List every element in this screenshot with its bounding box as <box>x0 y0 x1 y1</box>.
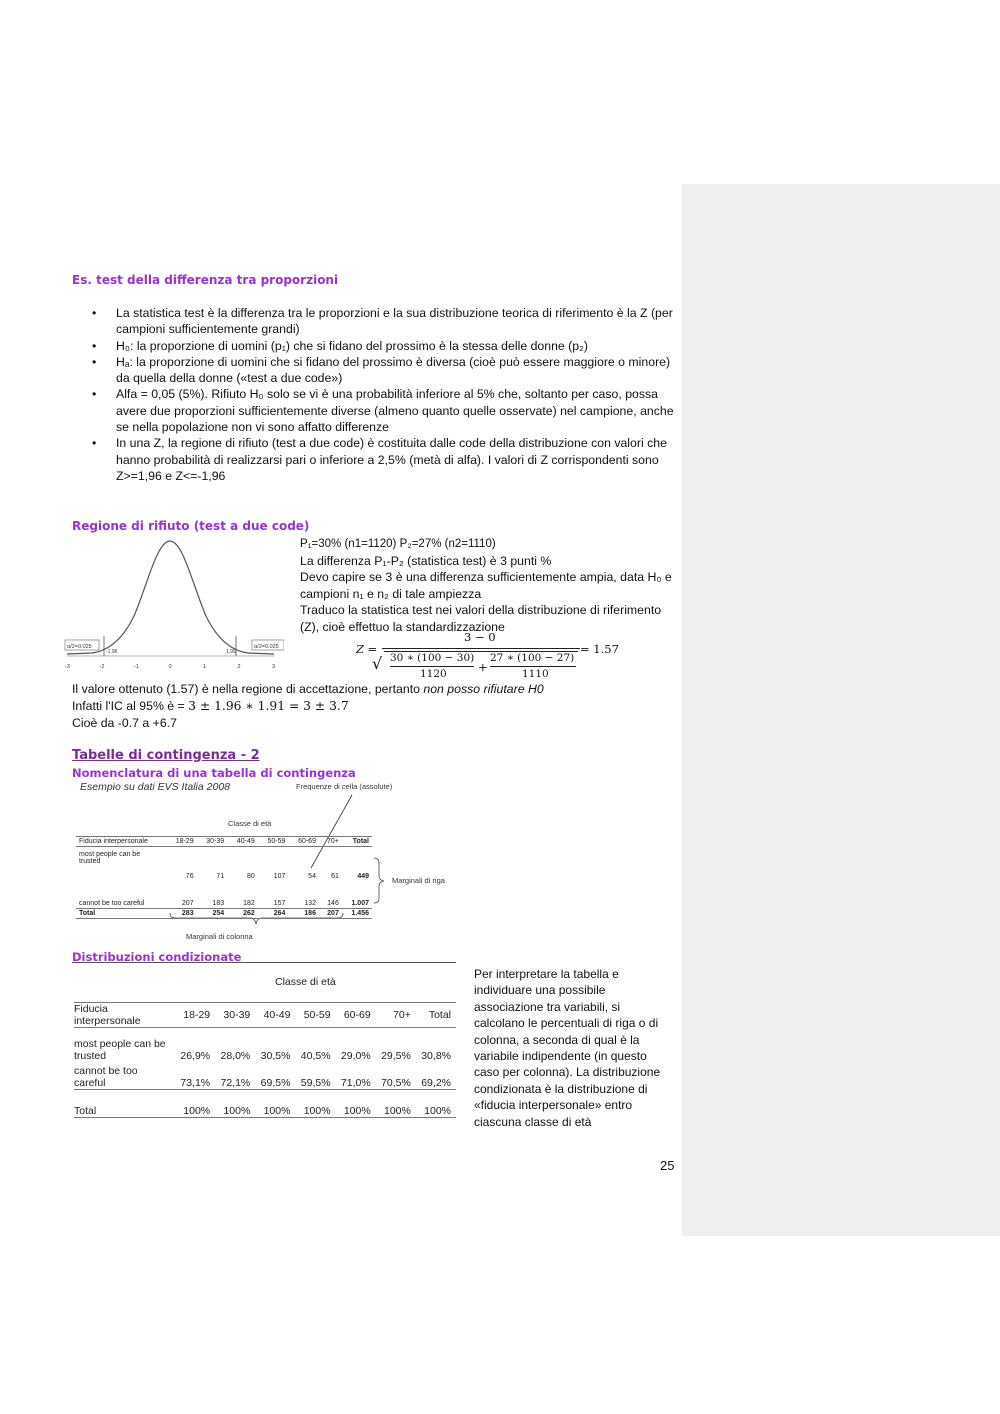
row-label: most people can be trusted <box>74 1037 166 1062</box>
table-cell: 30,5% <box>260 1049 291 1062</box>
bullet-text: La statistica test è la differenza tra le proporzioni e la sua distribuzione teorica di riferimento è la Z (per campioni sufficientemente grandi) <box>116 306 673 337</box>
table-cell: 182 <box>243 900 255 907</box>
column-header: 50-59 <box>267 838 286 845</box>
row-marginal-label: Marginali di riga <box>392 876 445 885</box>
term1-numerator: 30 ∗ (100 − 30) <box>390 652 475 664</box>
column-header: 60-69 <box>298 838 316 845</box>
left-alpha-label: α/2=0.025 <box>67 644 92 650</box>
standardization-line: Traduco la statistica test nei valori della distribuzione di riferimento (Z), cioè effettuo la standardizzazione <box>300 603 662 634</box>
age-class-header: Classe di età <box>228 819 272 828</box>
table-row <box>74 1028 456 1062</box>
table-cell: 30,8% <box>421 1049 451 1062</box>
table-cell: 100% <box>383 1105 411 1117</box>
table-cell: 54 <box>308 872 316 880</box>
table-cell: 29,0% <box>340 1049 371 1062</box>
axis-tick-label: -1 <box>134 664 139 670</box>
table-cell: 80 <box>246 872 255 880</box>
cell-frequency-callout: Frequenze di cella (assolute) <box>296 782 393 791</box>
row-label: Total <box>79 910 96 917</box>
column-header: 70+ <box>393 1009 411 1021</box>
row-marginal-brace <box>374 858 384 903</box>
col-marginal-label: Marginali di colonna <box>186 932 253 941</box>
axis-tick-label: -2 <box>99 664 105 670</box>
figure-caption: Esempio su dati EVS Italia 2008 <box>80 781 231 793</box>
table-cell: 100% <box>263 1105 291 1117</box>
contingency-table <box>76 836 372 919</box>
conditional-table <box>74 1002 456 1118</box>
table-cell: 207 <box>181 900 194 907</box>
proportions-line: P₁=30% (n1=1120) P₂=27% (n2=1110) <box>300 538 496 550</box>
table-cell: 449 <box>357 872 369 880</box>
table-cell: 157 <box>273 900 286 907</box>
column-header: Total <box>428 1009 451 1021</box>
table-cell: 29,5% <box>381 1049 411 1062</box>
sqrt-symbol: √ <box>372 654 383 673</box>
list-item: • Hₐ: la proporzione di uomini che si fidano del prossimo è diversa (cioè può essere maggiore o minore) da quella della donne («test a due code») <box>92 354 671 386</box>
list-item: • La statistica test è la differenza tra le proporzioni e la sua distribuzione teorica di riferimento è la Z (per campioni sufficientemente grandi) <box>92 306 673 337</box>
table-row <box>74 1062 456 1090</box>
term2-numerator: 27 ∗ (100 − 27) <box>490 652 575 664</box>
table-cell: 1.007 <box>351 900 369 907</box>
column-header: 18-29 <box>183 1009 211 1021</box>
conditional-distribution-title: Distribuzioni condizionate <box>72 950 242 964</box>
table-cell: 146 <box>327 900 339 907</box>
table-cell: 28,0% <box>220 1049 251 1062</box>
table-cell: 72,1% <box>220 1077 251 1089</box>
table-cell: 132 <box>304 900 316 907</box>
formula-lhs: Z = <box>356 642 378 656</box>
axis-tick-label: -3 <box>65 664 70 670</box>
table-cell: 100% <box>183 1105 211 1117</box>
table-cell: 71,0% <box>340 1077 371 1089</box>
table-cell: 100% <box>343 1105 371 1117</box>
list-item: • H₀: la proporzione di uomini (p₁) che si fidano del prossimo è la stessa delle donne (p₂) <box>92 338 588 353</box>
table-cell: 26,9% <box>180 1049 211 1062</box>
table-row <box>76 881 372 909</box>
plus-sign: + <box>478 660 488 674</box>
axis-tick-label: 2 <box>237 664 241 670</box>
table-cell: 100% <box>223 1105 251 1117</box>
list-item: • In una Z, la regione di rifiuto (test a due code) è costituita dalle code della distribuzione con valori che hanno probabilità di realizzarsi pari o inferiore a 2,5% (metà di alfa). I valori di Z corrispondenti sono Z>=1,96 e Z<=-1,96 <box>92 436 667 483</box>
difference-line: La differenza P₁-P₂ (statistica test) è 3 punti % <box>300 553 552 568</box>
bullet-text: Hₐ: la proporzione di uomini che si fidano del prossimo è diversa (cioè può essere maggiore o minore) da quella della donne («test a due code») <box>116 354 671 386</box>
axis-tick-label: 3 <box>272 664 276 670</box>
table-total-row <box>74 1090 456 1118</box>
range-line: Cioè da -0.7 a +6.7 <box>72 716 177 730</box>
column-header: 70+ <box>326 838 339 845</box>
table-cell: 107 <box>273 872 286 880</box>
table-cell: 71 <box>216 872 225 880</box>
table-header-row <box>74 1003 456 1028</box>
row-label: cannot be too careful <box>74 1065 138 1089</box>
table-cell: 262 <box>243 910 255 917</box>
table-cell: 264 <box>273 910 286 917</box>
table-cell: 69,2% <box>421 1077 451 1089</box>
term1-denominator: 1120 <box>420 668 447 680</box>
formula-result: = 1.57 <box>580 642 619 656</box>
ic-text: Infatti l'IC al 95% è = <box>72 699 189 713</box>
section-title-rejection-region: Regione di rifiuto (test a due code) <box>72 519 310 533</box>
conclusion-text: Il valore ottenuto (1.57) è nella regione di accettazione, pertanto <box>72 682 424 696</box>
ic-formula: 3 ± 1.96 ∗ 1.91 = 3 ± 3.7 <box>188 699 349 713</box>
bullet-text: H₀: la proporzione di uomini (p₁) che si fidano del prossimo è la stessa delle donne (p₂) <box>116 338 588 353</box>
table-cell: 59,5% <box>300 1077 331 1089</box>
right-alpha-label: α/2=0.025 <box>254 644 279 650</box>
column-header: 30-39 <box>223 1009 251 1021</box>
table-cell: 76 <box>185 872 194 880</box>
question-line: Devo capire se 3 è una differenza sufficientemente ampia, data H₀ e campioni n₁ e n₂ di tale ampiezza <box>300 570 672 601</box>
axis-tick-label: 1 <box>203 664 207 670</box>
table-cell: 40,5% <box>300 1049 331 1062</box>
column-header: 18-29 <box>175 838 194 845</box>
table-header-row <box>76 837 372 847</box>
age-class-header-2: Classe di età <box>275 976 336 988</box>
title-rule <box>72 962 456 963</box>
left-critical-label: -1.96 <box>106 649 118 655</box>
table-cell: 73,1% <box>180 1077 211 1089</box>
column-header: 40-49 <box>263 1009 291 1021</box>
nomenclature-subtitle: Nomenclatura di una tabella di contingenza <box>72 766 356 780</box>
bullet-text: In una Z, la regione di rifiuto (test a due code) è costituita dalle code della distribuzione con valori che hanno probabilità di realizzarsi pari o inferiore a 2,5% (metà di alfa). I valori di Z corrispondenti sono Z>=1,96 e Z<=-1,96 <box>116 436 667 483</box>
conclusion-italic: non posso rifiutare H0 <box>423 682 544 696</box>
table-cell: 1.456 <box>351 910 369 917</box>
list-item: • Alfa = 0,05 (5%). Rifiuto H₀ solo se vi è una probabilità inferiore al 5% che, soltanto per caso, possa avere due proporzioni sufficientemente diverse (almeno quanto quelle osservate) nel campione, anche se nella popolazione non vi sono affatto differenze <box>92 387 674 435</box>
bullet-text: Alfa = 0,05 (5%). Rifiuto H₀ solo se vi è una probabilità inferiore al 5% che, soltanto per caso, possa avere due proporzioni sufficientemente diverse (almeno quanto quelle osservate) nel campione, anche se nella popolazione non vi sono affatto differenze <box>116 387 674 435</box>
table-row <box>76 847 372 881</box>
term2-denominator: 1110 <box>522 668 549 680</box>
page-number: 25 <box>660 1158 675 1173</box>
formula-numerator: 3 − 0 <box>464 630 496 644</box>
row-header: Fiducia interpersonale <box>79 838 148 845</box>
section-title-proportions: Es. test della differenza tra proporzioni <box>72 273 339 287</box>
table-cell: 100% <box>424 1105 451 1117</box>
row-header: Fiducia interpersonale <box>74 1003 141 1027</box>
row-label: Total <box>74 1105 97 1117</box>
row-label: most people can be trusted <box>79 851 141 865</box>
table-cell: 207 <box>327 910 339 917</box>
table-cell: 283 <box>181 910 194 917</box>
contingency-title: Tabelle di contingenza - 2 <box>72 748 260 763</box>
interpretation-text: Per interpretare la tabella e individuare una possibile associazione tra variabili, si calcolano le percentuali di riga o di colonna, a seconda di qual è la variabile indipendente (in questo caso per colonna). La distribuzione condizionata è la distribuzione di «fiducia interpersonale» entro ciascuna classe di età <box>474 967 661 1129</box>
column-header: 60-69 <box>343 1009 371 1021</box>
table-cell: 70,5% <box>381 1077 411 1089</box>
table-cell: 183 <box>212 900 225 907</box>
axis-tick-label: 0 <box>168 664 172 670</box>
column-header: 40-49 <box>236 838 255 845</box>
row-label: cannot be too careful <box>79 900 145 907</box>
table-total-row <box>76 909 372 919</box>
column-header: 50-59 <box>303 1009 331 1021</box>
right-critical-label: 1.96 <box>226 649 236 655</box>
column-header: Total <box>352 838 369 845</box>
column-header: 30-39 <box>206 838 225 845</box>
table-cell: 254 <box>212 910 225 917</box>
table-cell: 186 <box>304 910 316 917</box>
table-cell: 100% <box>303 1105 331 1117</box>
table-cell: 69,5% <box>260 1077 291 1089</box>
table-cell: 61 <box>331 872 339 880</box>
